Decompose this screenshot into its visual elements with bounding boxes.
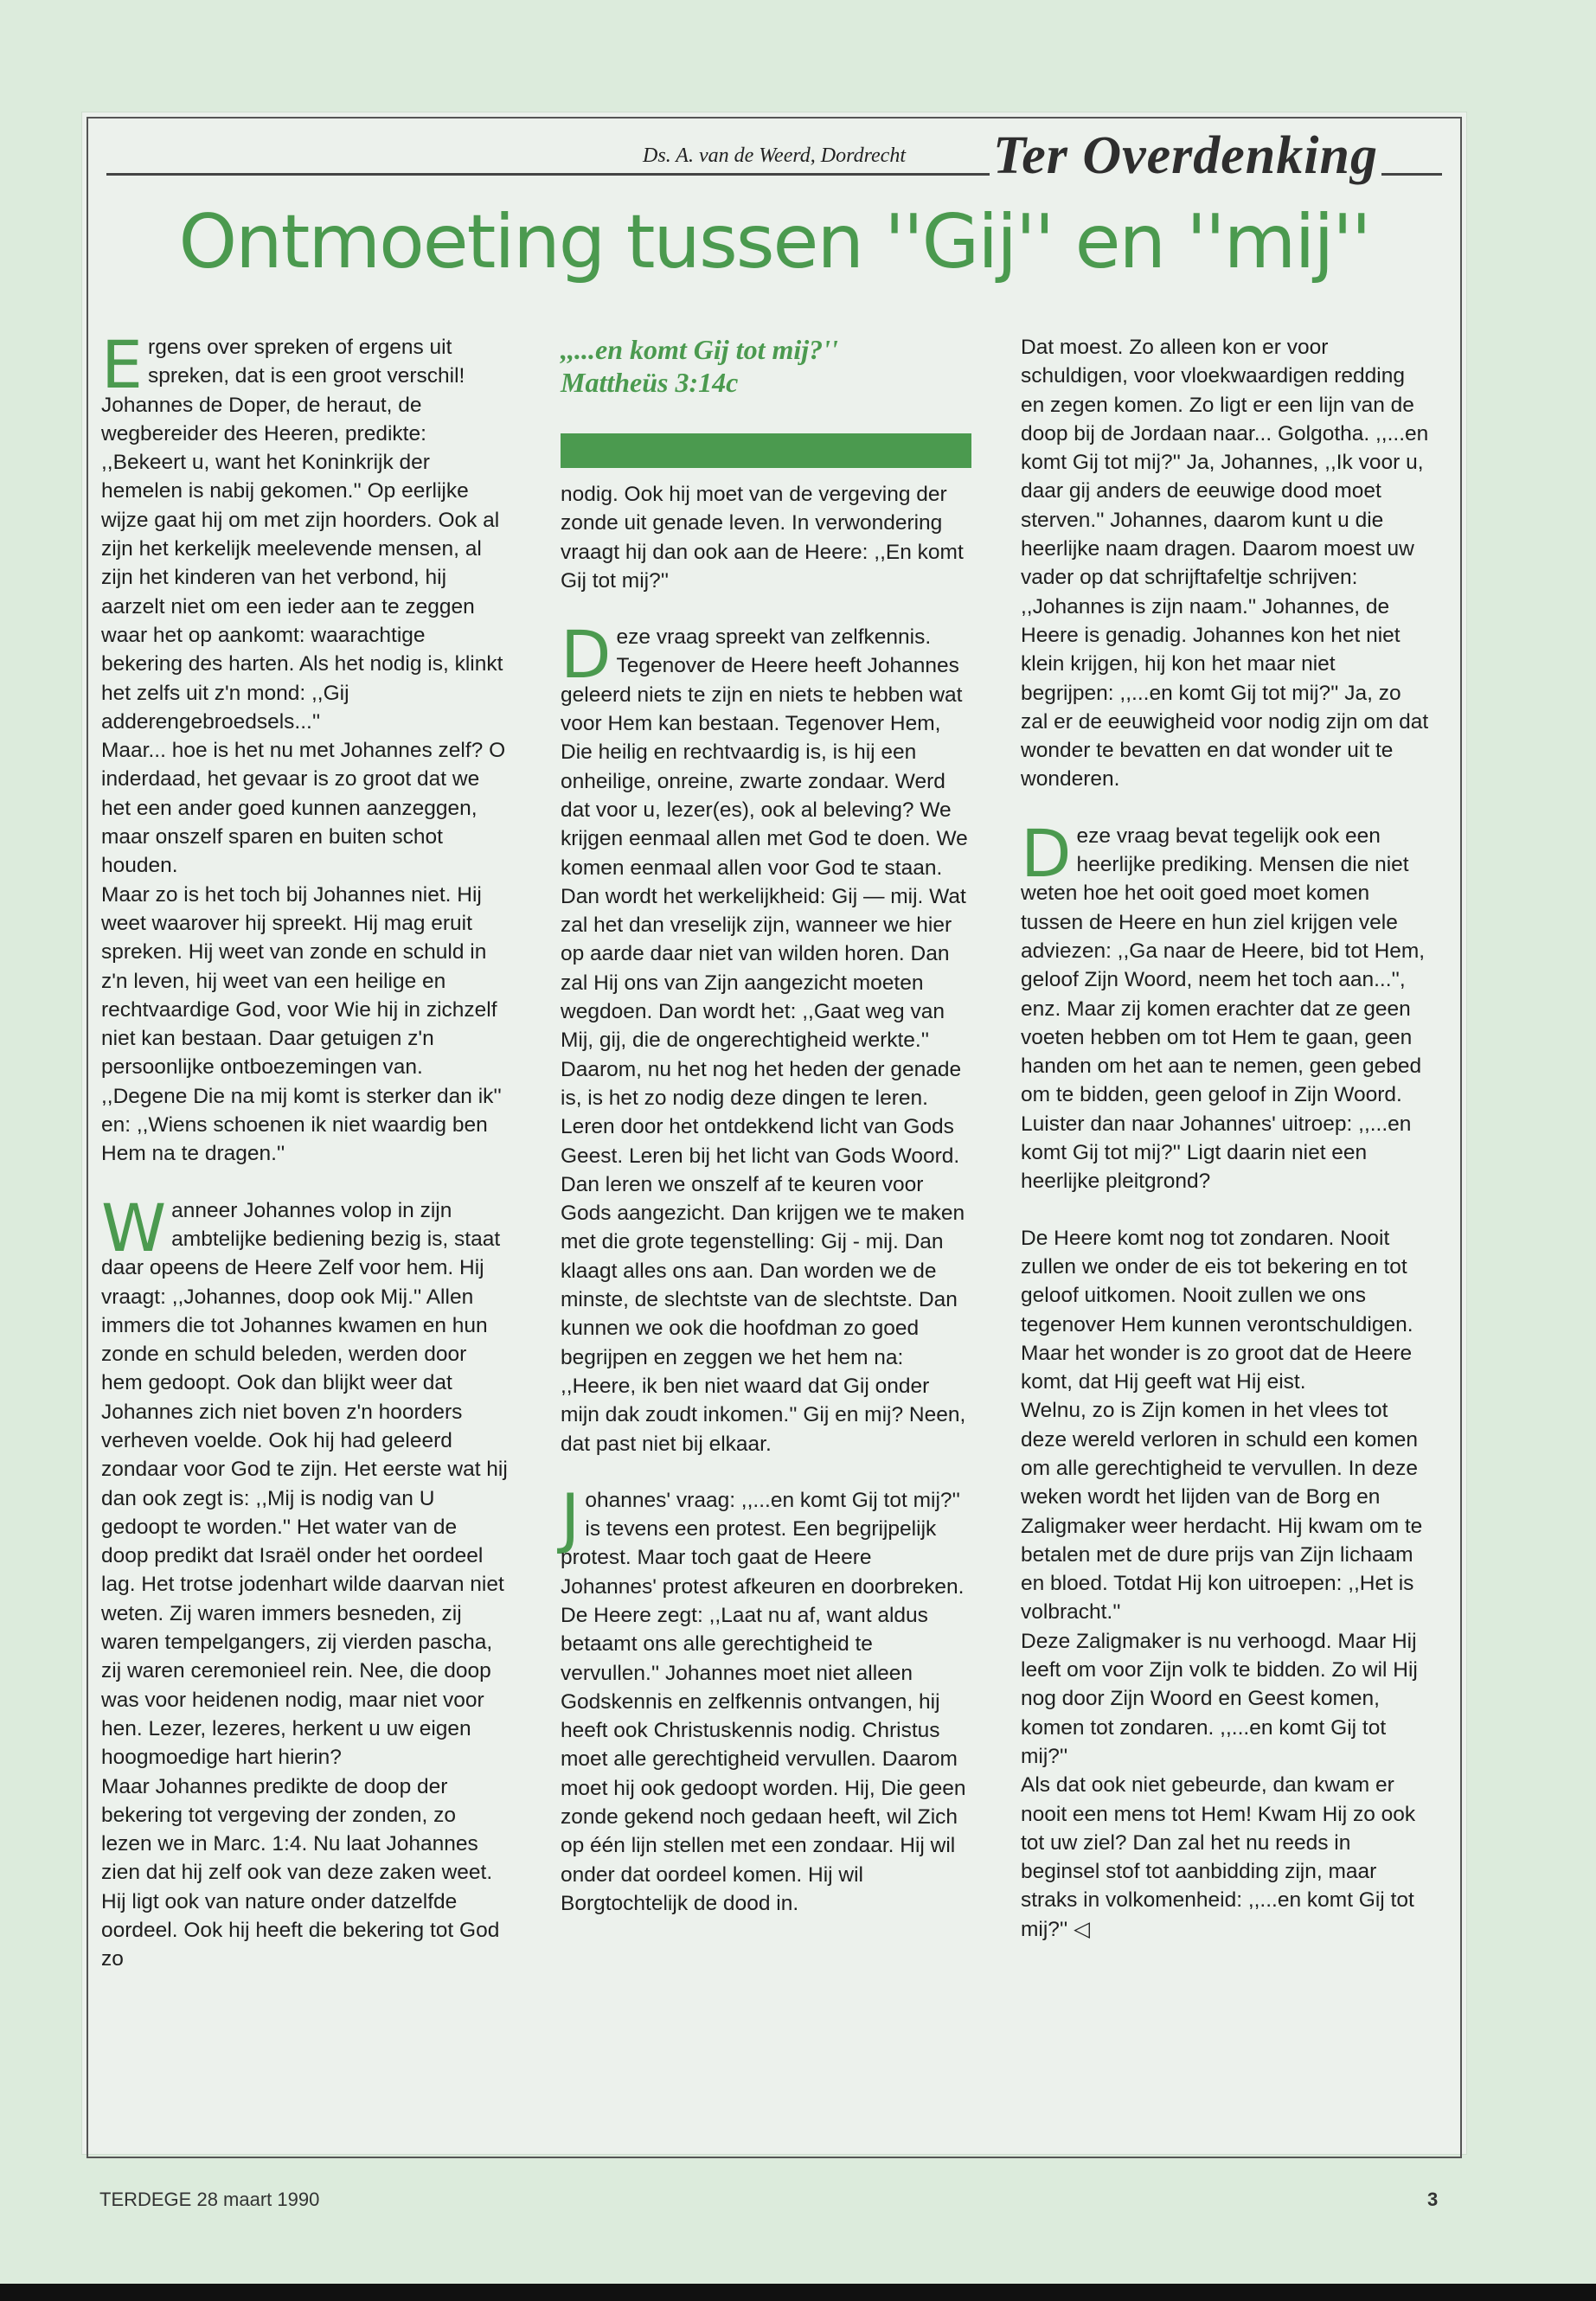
paragraph: Welnu, zo is Zijn komen in het vlees tot deze wereld verloren in schuld een komen om alle gerechtigheid te vervullen. In deze weken wordt het lijden van de Borg en Zaligmaker weer herdacht. Hij kwam om te betalen met de dure prijs van Zijn lichaam en bloed. Totdat Hij kon uitroepen: ,,Het is volbracht.'' xyxy=(1021,1399,1423,1625)
paragraph: Maar zo is het toch bij Johannes niet. Hij weet waarover hij spreekt. Hij mag eruit spreken. Hij weet van zonde en schuld in z'n leven, hij weet van een heilige en rechtvaardige God, voor Wie hij in zichzelf niet kan bestaan. Daar getuigen z'n persoonlijke ontboezemingen van. ,,Degene Die na mij komt is sterker dan ik'' en: ,,Wiens schoenen ik niet waardig ben Hem na te dragen.'' xyxy=(101,882,502,1166)
quote-reference: Mattheüs 3:14c xyxy=(561,367,739,398)
paragraph: Deze vraag bevat tegelijk ook een heerlijke prediking. Mensen die niet weten hoe het ooit goed moet komen tussen de Heere en hun ziel krijgen vele adviezen: ,,Ga naar de Heere, bid tot Hem, geloof Zijn Woord, neem het toch aan...'', enz. Maar zij komen erachter dat ze geen voeten hebben om tot Hem te gaan, geen handen om het aan te nemen, geen gebed om te bidden, geen geloof in Zijn Woord. Luister dan naar Johannes' uitroep: ,,...en komt Gij tot mij?'' Ligt daarin niet een heerlijke pleitgrond? xyxy=(1021,814,1426,1194)
paragraph: Ergens over spreken of ergens uit spreken, dat is een groot verschil! Johannes de Doper, de heraut, de wegbereider des Heeren, predikte: ,,Bekeert u, want het Koninkrijk der hemelen is nabij gekomen.'' Op eerlijke wijze gaat hij om met zijn hoorders. Ook al zijn het kerkelijk meelevende mensen, al zijn het kinderen van het verbond, hij aarzelt niet om een ieder aan te zeggen waar het op aankomt: waarachtige bekering des harten. Als het nodig is, klinkt het zelfs uit z'n mond: ,,Gij adderengebroedsels...'' xyxy=(101,326,503,734)
paragraph: Wanneer Johannes volop in zijn ambtelijke bediening bezig is, staat daar opeens de Heere Zelf voor hem. Hij vraagt: ,,Johannes, doop ook Mij.'' Allen immers die tot Johannes kwamen en hun zonde en schuld beleden, werden door hem gedoopt. Ook dan blijkt weer dat Johannes zich niet boven z'n hoorders verheven voelde. Ook hij had geleerd zondaar voor God te zijn. Het eerste wat hij dan ook zegt is: ,,Mij is nodig van U gedoopt te worden.'' Het water van de doop predikt dat Israël onder het oordeel lag. Het trotse jodenhart wilde daarvan niet weten. Zij waren immers besneden, zij waren tempelgangers, zij vierden pascha, zij waren ceremonieel rein. Nee, die doop was voor heidenen nodig, maar niet voor hen. Lezer, lezeres, herkent u uw eigen hoogmoedige hart hierin? xyxy=(101,1189,508,1770)
paragraph: Maar... hoe is het nu met Johannes zelf? O inderdaad, het gevaar is zo groot dat we het een ander goed kunnen aanzeggen, maar onszelf sparen en buiten schot houden. xyxy=(101,739,506,878)
paragraph: Als dat ook niet gebeurde, dan kwam er nooit een mens tot Hem! Kwam Hij zo ook tot uw ziel? Dan zal het nu reeds in beginsel stof tot aanbidding zijn, maar straks in volkomenheid: ,,...en komt Gij tot mij?'' ◁ xyxy=(1021,1773,1416,1941)
article-column-1 xyxy=(101,326,510,1974)
article-column-3 xyxy=(1021,333,1432,1944)
drop-cap: W xyxy=(101,1189,167,1266)
quote-text: ,,...en komt Gij tot mij?'' xyxy=(561,334,838,365)
paragraph: nodig. Ook hij moet van de vergeving der zonde uit genade leven. In verwondering vraagt hij dan ook aan de Heere: ,,En komt Gij tot mij?'' xyxy=(561,483,964,593)
scripture-quote xyxy=(561,333,971,399)
magazine-page xyxy=(82,112,1466,2154)
article-headline: Ontmoeting tussen ''Gij'' en ''mij'' xyxy=(178,199,1370,285)
paragraph: Deze vraag spreekt van zelfkennis. Tegenover de Heere heeft Johannes geleerd niets te zijn en niets te hebben wat voor Hem kan bestaan. Tegenover Hem, Die heilig en rechtvaardig is, is hij een onheilige, onreine, zwarte zondaar. Werd dat voor u, lezer(es), ook al beleving? We krijgen eenmaal allen met God te doen. We komen eenmaal allen voor God te staan. Dan wordt het werkelijkheid: Gij — mij. Wat zal het dan vreselijk zijn, wanneer we hier op aarde daar niet van wilden horen. Dan zal Hij ons van Zijn aangezicht moeten wegdoen. Dan wordt het: ,,Gaat weg van Mij, gij, die de ongerechtigheid werkte.'' Daarom, nu het nog het heden der genade is, is het zo nodig deze dingen te leren. Leren door het ontdekkend licht van Gods Geest. Leren bij het licht van Gods Woord. Dan leren we onszelf af te keuren voor Gods aangezicht. Dan krijgen we te maken met die grote tegenstelling: Gij - mij. Dan klaagt alles ons aan. Dan worden we de minste, de slechtste van de slechtste. Dan kunnen we ook die hoofdman zo goed begrijpen en zeggen we het hem na: ,,Heere, ik ben niet waard dat Gij onder mijn dak zoudt inkomen.'' Gij en mij? Neen, dat past niet bij elkaar. xyxy=(561,616,968,1456)
article-column-2 xyxy=(561,333,971,1918)
column-header xyxy=(106,121,1442,185)
drop-cap: E xyxy=(101,326,144,403)
paragraph: Maar Johannes predikte de doop der bekering tot vergeving der zonden, zo lezen we in Marc. 1:4. Nu laat Johannes zien dat hij zelf ook van deze zaken weet. Hij ligt ook van nature onder datzelfde oordeel. Ook hij heeft die bekering tot God zo xyxy=(101,1774,500,1971)
author-byline: Ds. A. van de Weerd, Dordrecht xyxy=(643,144,906,167)
paragraph: Johannes' vraag: ,,...en komt Gij tot mij?'' is tevens een protest. Een begrijpelijk protest. Maar toch gaat de Heere Johannes' protest afkeuren en doorbreken. De Heere zegt: ,,Laat nu af, want aldus betaamt ons alle gerechtigheid te vervullen.'' Johannes moet niet alleen Godskennis en zelfkennis ontvangen, hij heeft ook Christuskennis nodig. Christus moet alle gerechtigheid vervullen. Daarom moet hij ook gedoopt worden. Hij, Die geen zonde gekend noch gedaan heeft, wil Zich op één lijn stellen met een zondaar. Hij wil onder dat oordeel komen. Hij wil Borgtochtelijk de dood in. xyxy=(561,1478,966,1915)
section-title: Ter Overdenking xyxy=(990,125,1381,187)
paragraph: Deze Zaligmaker is nu verhoogd. Maar Hij leeft om voor Zijn volk te bidden. Zo wil Hij nog door Zijn Woord en Geest komen, komen tot zondaren. ,,...en komt Gij tot mij?'' xyxy=(1021,1629,1418,1768)
drop-cap: J xyxy=(561,1478,580,1556)
drop-cap: D xyxy=(561,616,612,694)
scan-edge xyxy=(0,2284,1596,2301)
green-rule xyxy=(561,433,971,468)
paragraph: Dat moest. Zo alleen kon er voor schuldigen, voor vloekwaardigen redding en zegen komen. Zo ligt er een lijn van de doop bij de Jordaan naar... Golgotha. ,,...en komt Gij tot mij?'' Ja, Johannes, ,,Ik voor u, daar gij anders de eeuwige dood moet sterven.'' Johannes, daarom kunt u die heerlijke naam dragen. Daarom moest uw vader op dat schrijftafeltje schrijven: ,,Johannes is zijn naam.'' Johannes, de Heere is genadig. Johannes kon het niet klein krijgen, hij kon het maar niet begrijpen: ,,...en komt Gij tot mij?'' Ja, zo zal er de eeuwigheid voor nodig zijn om dat wonder te bevatten en dat wonder uit te wonderen. xyxy=(1021,336,1429,792)
footer-issue: TERDEGE 28 maart 1990 xyxy=(99,2189,320,2210)
page-number: 3 xyxy=(1427,2189,1439,2210)
paragraph: De Heere komt nog tot zondaren. Nooit zullen we onder de eis tot bekering en tot geloof uitkomen. Nooit zullen we ons tegenover Hem kunnen verontschuldigen. Maar het wonder is zo groot dat de Heere komt, dat Hij geeft wat Hij eist. xyxy=(1021,1226,1413,1394)
drop-cap: D xyxy=(1021,814,1072,892)
